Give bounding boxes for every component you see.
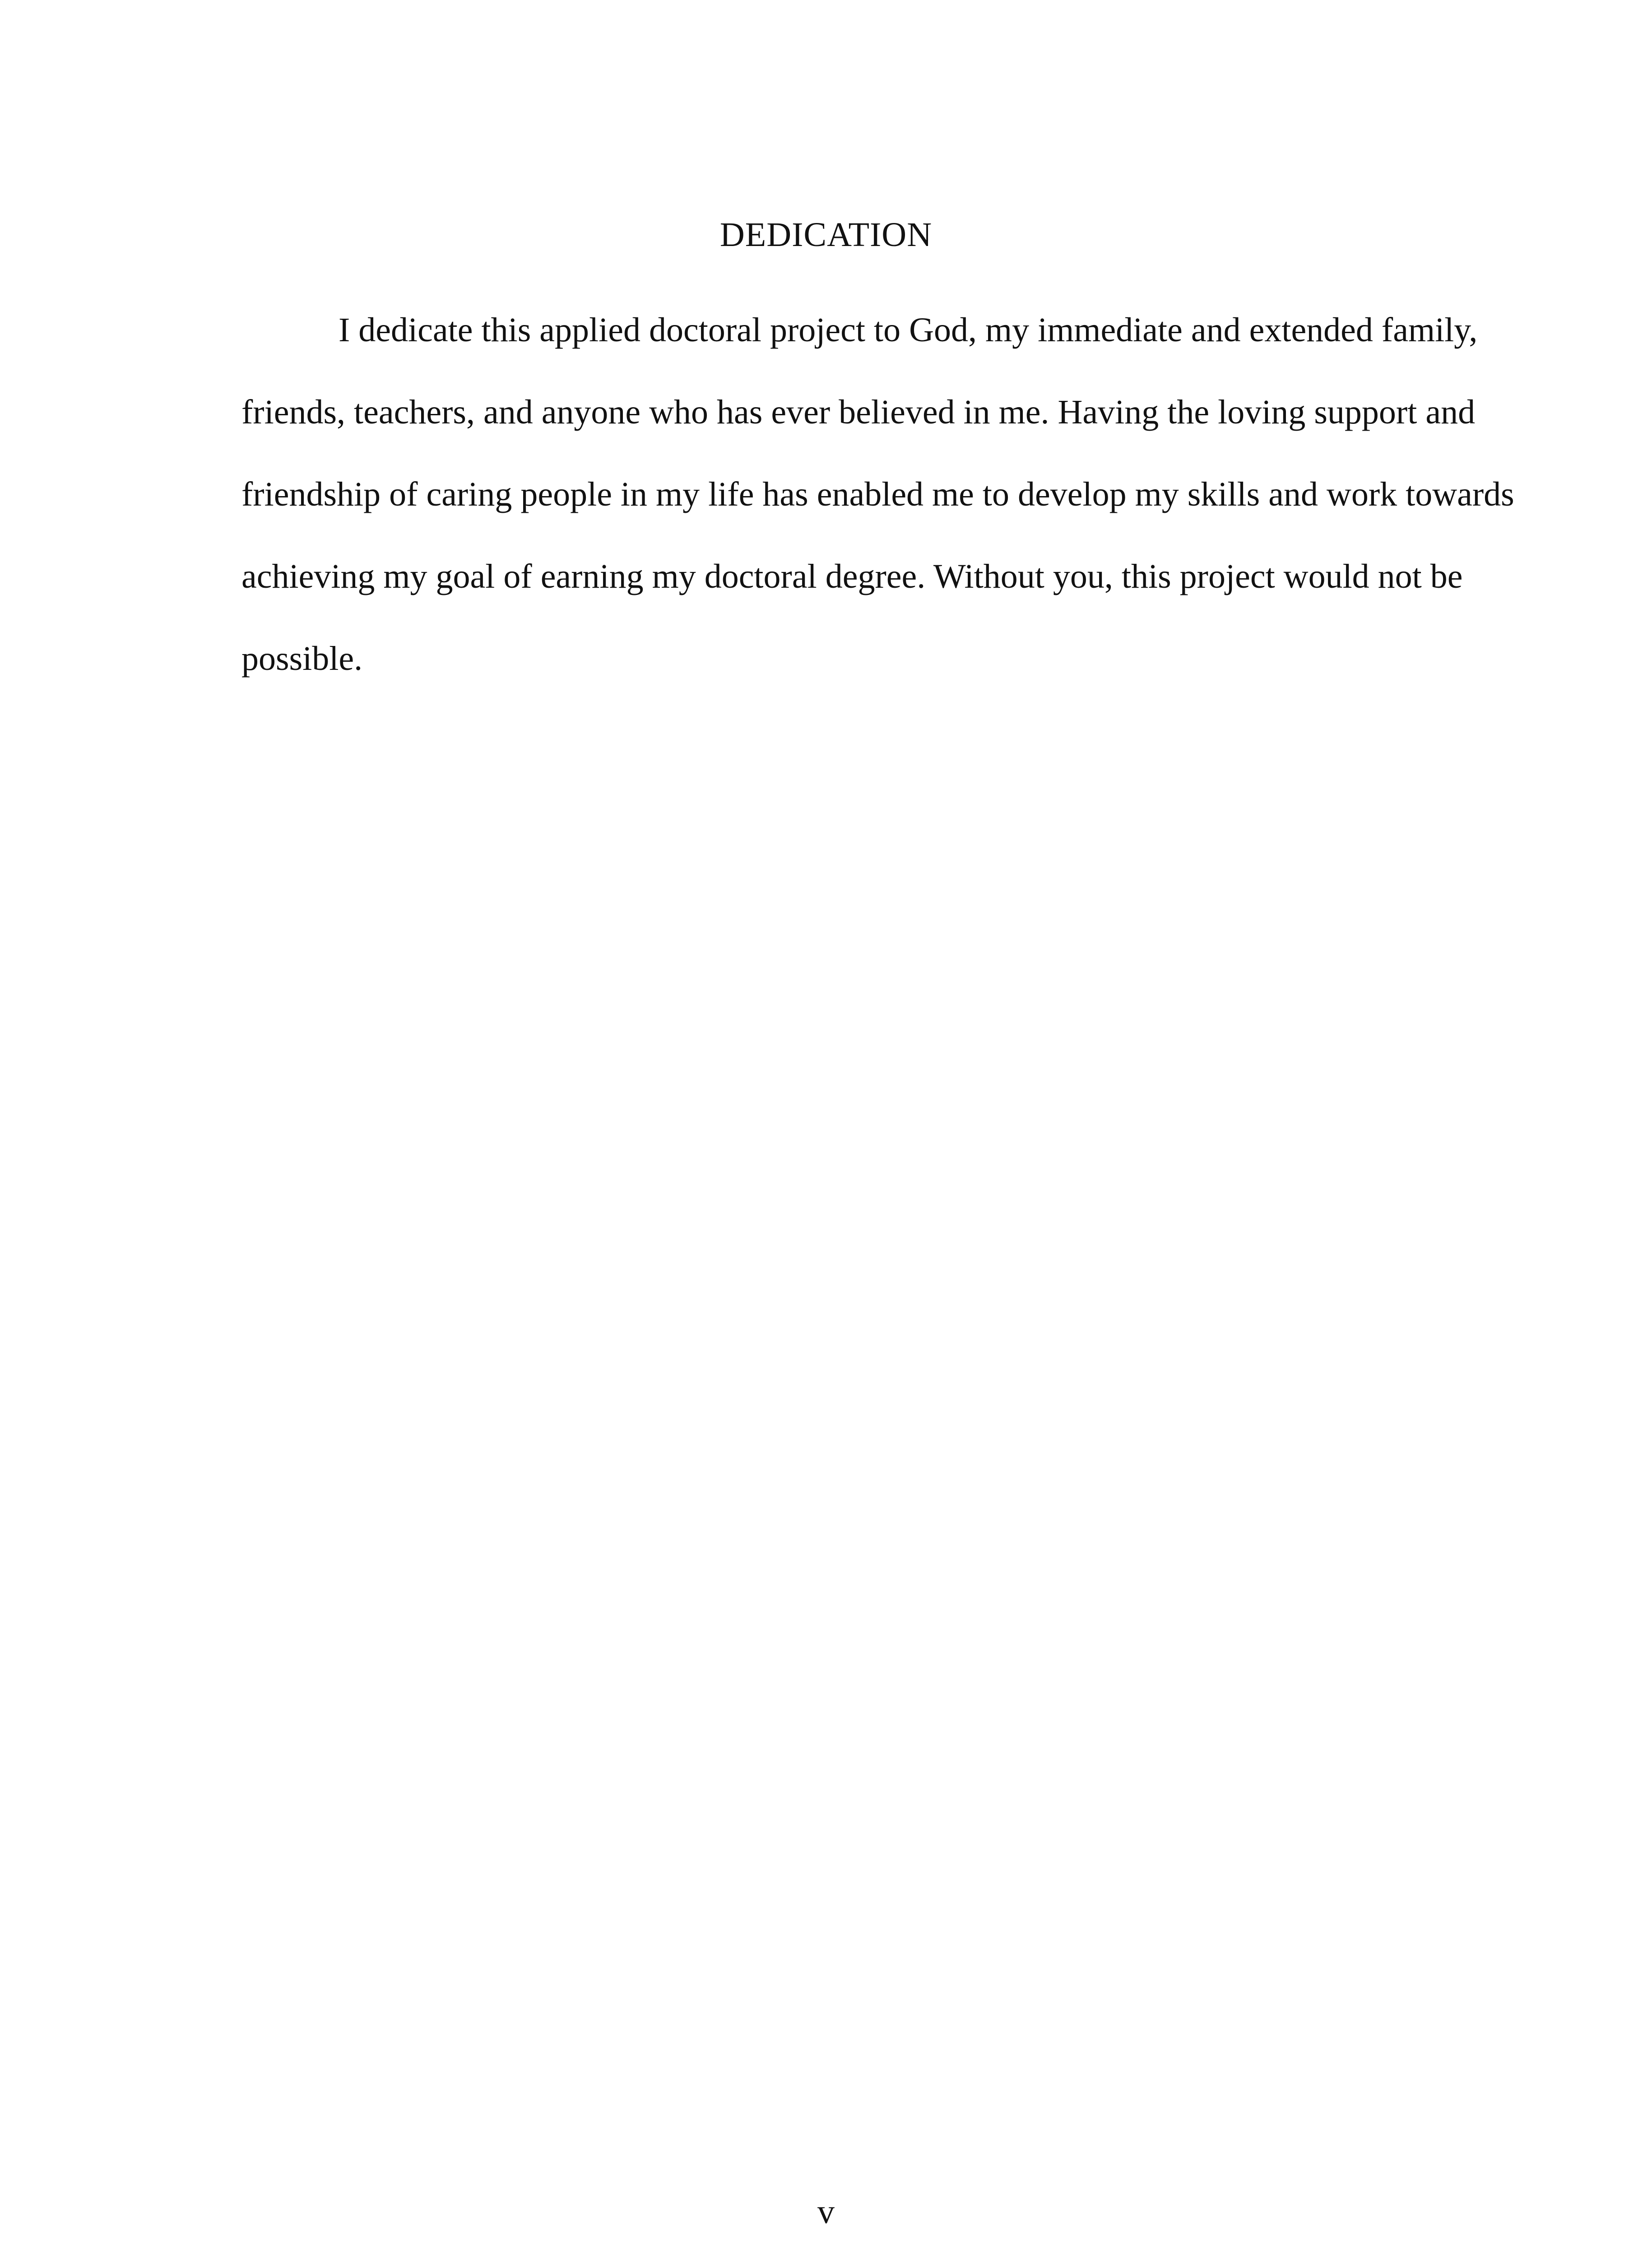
paragraph-line: possible. (241, 640, 363, 678)
page-title: DEDICATION (719, 216, 933, 254)
paragraph-line: achieving my goal of earning my doctoral degree. Without you, this project would not be (241, 557, 1463, 595)
paragraph-line: friends, teachers, and anyone who has ever believed in me. Having the loving support and (241, 393, 1476, 431)
paragraph-line: friendship of caring people in my life has enabled me to develop my skills and work towards (241, 475, 1514, 513)
page-number: v (817, 2193, 835, 2231)
dedication-paragraph (241, 289, 1514, 700)
paragraph-line: I dedicate this applied doctoral project to God, my immediate and extended family, (339, 311, 1478, 349)
